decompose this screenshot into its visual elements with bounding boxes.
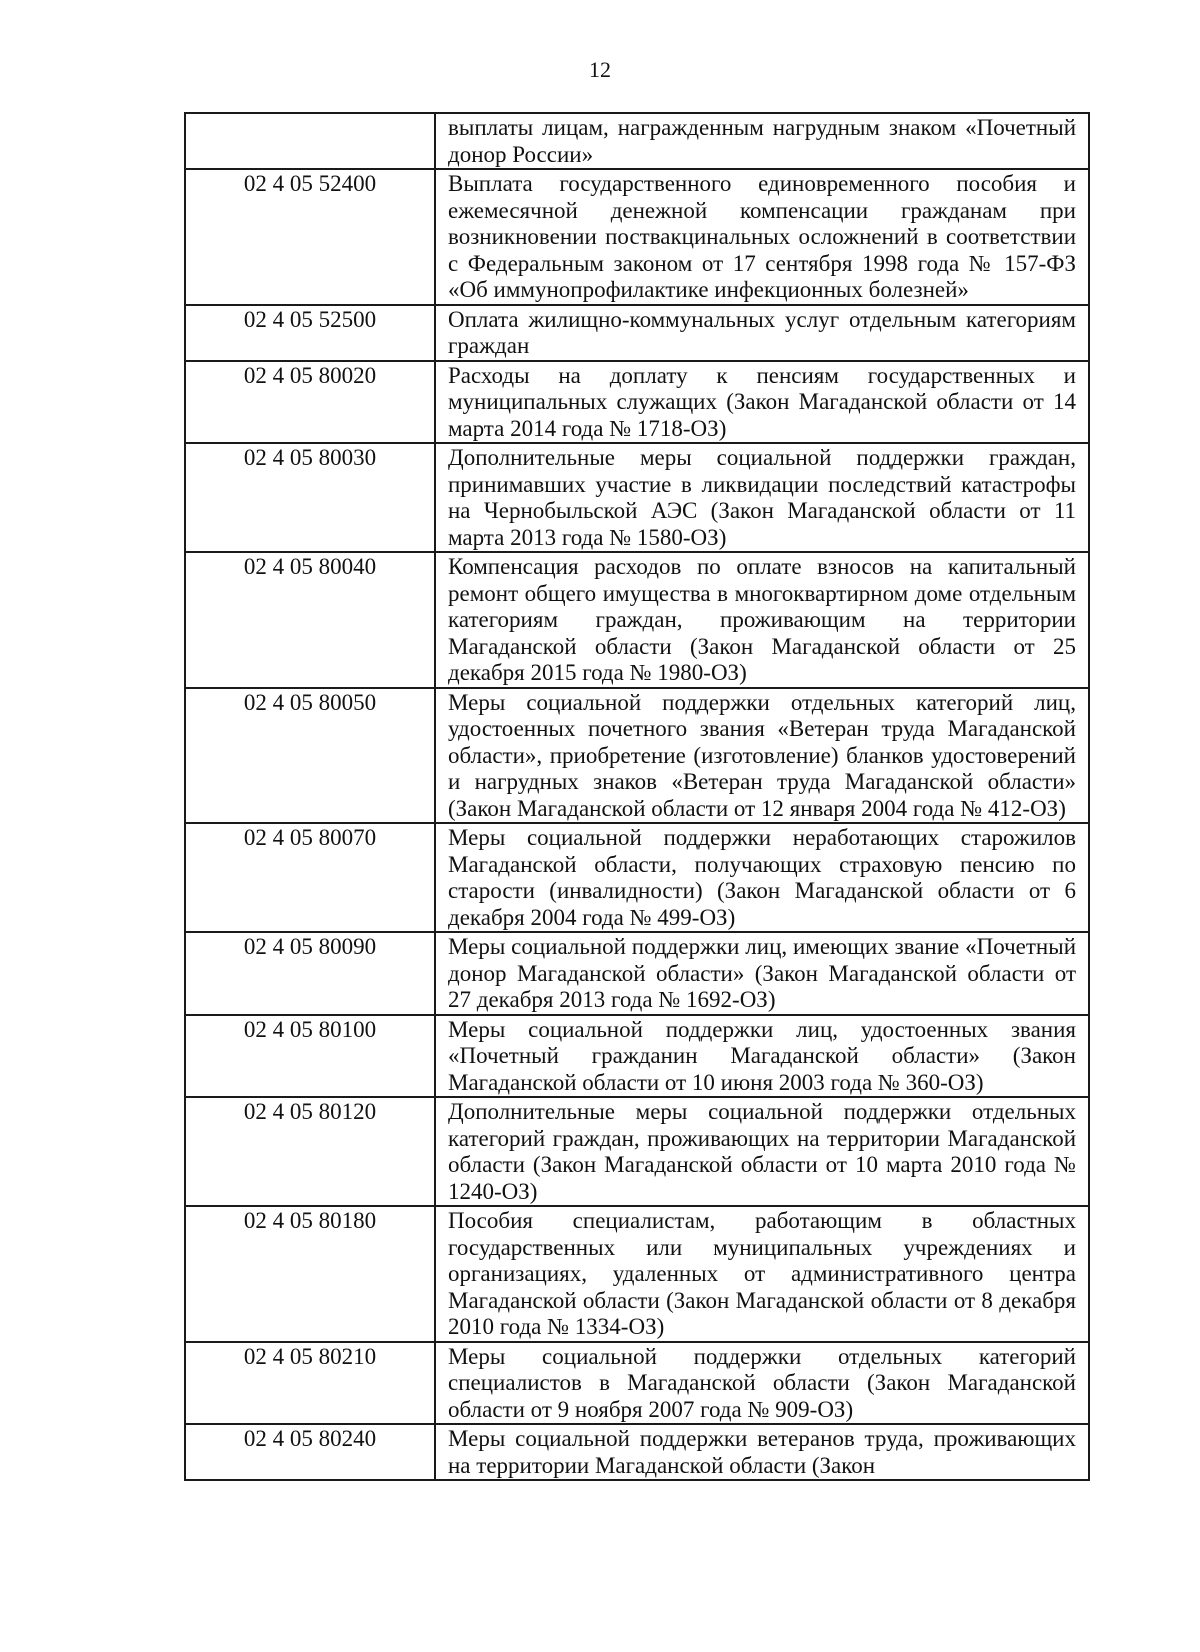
expense-description: Пособия специалистам, работающим в областных государственных или муниципальных учреждениях и организациях, удаленных от административного центра Магаданской области (Закон Магаданской области от 8 декабря 2010 года № 1334-ОЗ) (435, 1206, 1089, 1342)
table-row (185, 169, 1089, 305)
expense-description: Меры социальной поддержки отдельных категорий специалистов в Магаданской области (Закон Магаданской области от 9 ноября 2007 года № 909-ОЗ) (435, 1342, 1089, 1425)
expense-description: Выплата государственного единовременного пособия и ежемесячной денежной компенсации гражданам при возникновении поствакцинальных осложнений в соответствии с Федеральным законом от 17 сентября 1998 года № 157-ФЗ «Об иммунопрофилактике инфекционных болезней» (435, 169, 1089, 305)
table-row (185, 305, 1089, 361)
classification-code: 02 4 05 80210 (185, 1342, 435, 1425)
classification-code: 02 4 05 80070 (185, 823, 435, 932)
expense-description: Меры социальной поддержки ветеранов труда, проживающих на территории Магаданской области (Закон (435, 1424, 1089, 1480)
expense-description: Меры социальной поддержки лиц, имеющих звание «Почетный донор Магаданской области» (Закон Магаданской области от 27 декабря 2013 года № 1692-ОЗ) (435, 932, 1089, 1015)
table-row (185, 1097, 1089, 1206)
expense-description: Расходы на доплату к пенсиям государственных и муниципальных служащих (Закон Магаданской области от 14 марта 2014 года № 1718-ОЗ) (435, 361, 1089, 444)
expense-description: Оплата жилищно-коммунальных услуг отдельным категориям граждан (435, 305, 1089, 361)
table-row (185, 688, 1089, 824)
classification-code: 02 4 05 80120 (185, 1097, 435, 1206)
classification-code: 02 4 05 80040 (185, 552, 435, 688)
table-row (185, 1424, 1089, 1480)
classification-code: 02 4 05 80240 (185, 1424, 435, 1480)
classification-code: 02 4 05 80180 (185, 1206, 435, 1342)
classification-code: 02 4 05 52500 (185, 305, 435, 361)
classification-code: 02 4 05 80090 (185, 932, 435, 1015)
budget-classification-table (184, 112, 1090, 1481)
classification-code: 02 4 05 80020 (185, 361, 435, 444)
classification-code: 02 4 05 80100 (185, 1015, 435, 1098)
page-number: 12 (589, 57, 611, 82)
table-row (185, 113, 1089, 169)
table-row (185, 1342, 1089, 1425)
table-row (185, 552, 1089, 688)
table-row (185, 443, 1089, 552)
table-row (185, 823, 1089, 932)
expense-description: Компенсация расходов по оплате взносов на капитальный ремонт общего имущества в многоквартирном доме отдельным категориям граждан, проживающим на территории Магаданской области (Закон Магаданской области от 25 декабря 2015 года № 1980-ОЗ) (435, 552, 1089, 688)
table-body (185, 113, 1089, 1480)
table-row (185, 1015, 1089, 1098)
classification-code: 02 4 05 52400 (185, 169, 435, 305)
expense-description: Меры социальной поддержки лиц, удостоенных звания «Почетный гражданин Магаданской области» (Закон Магаданской области от 10 июня 2003 года № 360-ОЗ) (435, 1015, 1089, 1098)
expense-description: Меры социальной поддержки отдельных категорий лиц, удостоенных почетного звания «Ветеран труда Магаданской области», приобретение (изготовление) бланков удостоверений и нагрудных знаков «Ветеран труда Магаданской области» (Закон Магаданской области от 12 января 2004 года № 412-ОЗ) (435, 688, 1089, 824)
classification-code: 02 4 05 80030 (185, 443, 435, 552)
classification-code: 02 4 05 80050 (185, 688, 435, 824)
expense-description: Меры социальной поддержки неработающих старожилов Магаданской области, получающих страховую пенсию по старости (инвалидности) (Закон Магаданской области от 6 декабря 2004 года № 499-ОЗ) (435, 823, 1089, 932)
expense-description: Дополнительные меры социальной поддержки отдельных категорий граждан, проживающих на территории Магаданской области (Закон Магаданской области от 10 марта 2010 года № 1240-ОЗ) (435, 1097, 1089, 1206)
classification-code (185, 113, 435, 169)
table-row (185, 1206, 1089, 1342)
expense-description: выплаты лицам, награжденным нагрудным знаком «Почетный донор России» (435, 113, 1089, 169)
expense-description: Дополнительные меры социальной поддержки граждан, принимавших участие в ликвидации последствий катастрофы на Чернобыльской АЭС (Закон Магаданской области от 11 марта 2013 года № 1580-ОЗ) (435, 443, 1089, 552)
table-row (185, 932, 1089, 1015)
table-row (185, 361, 1089, 444)
